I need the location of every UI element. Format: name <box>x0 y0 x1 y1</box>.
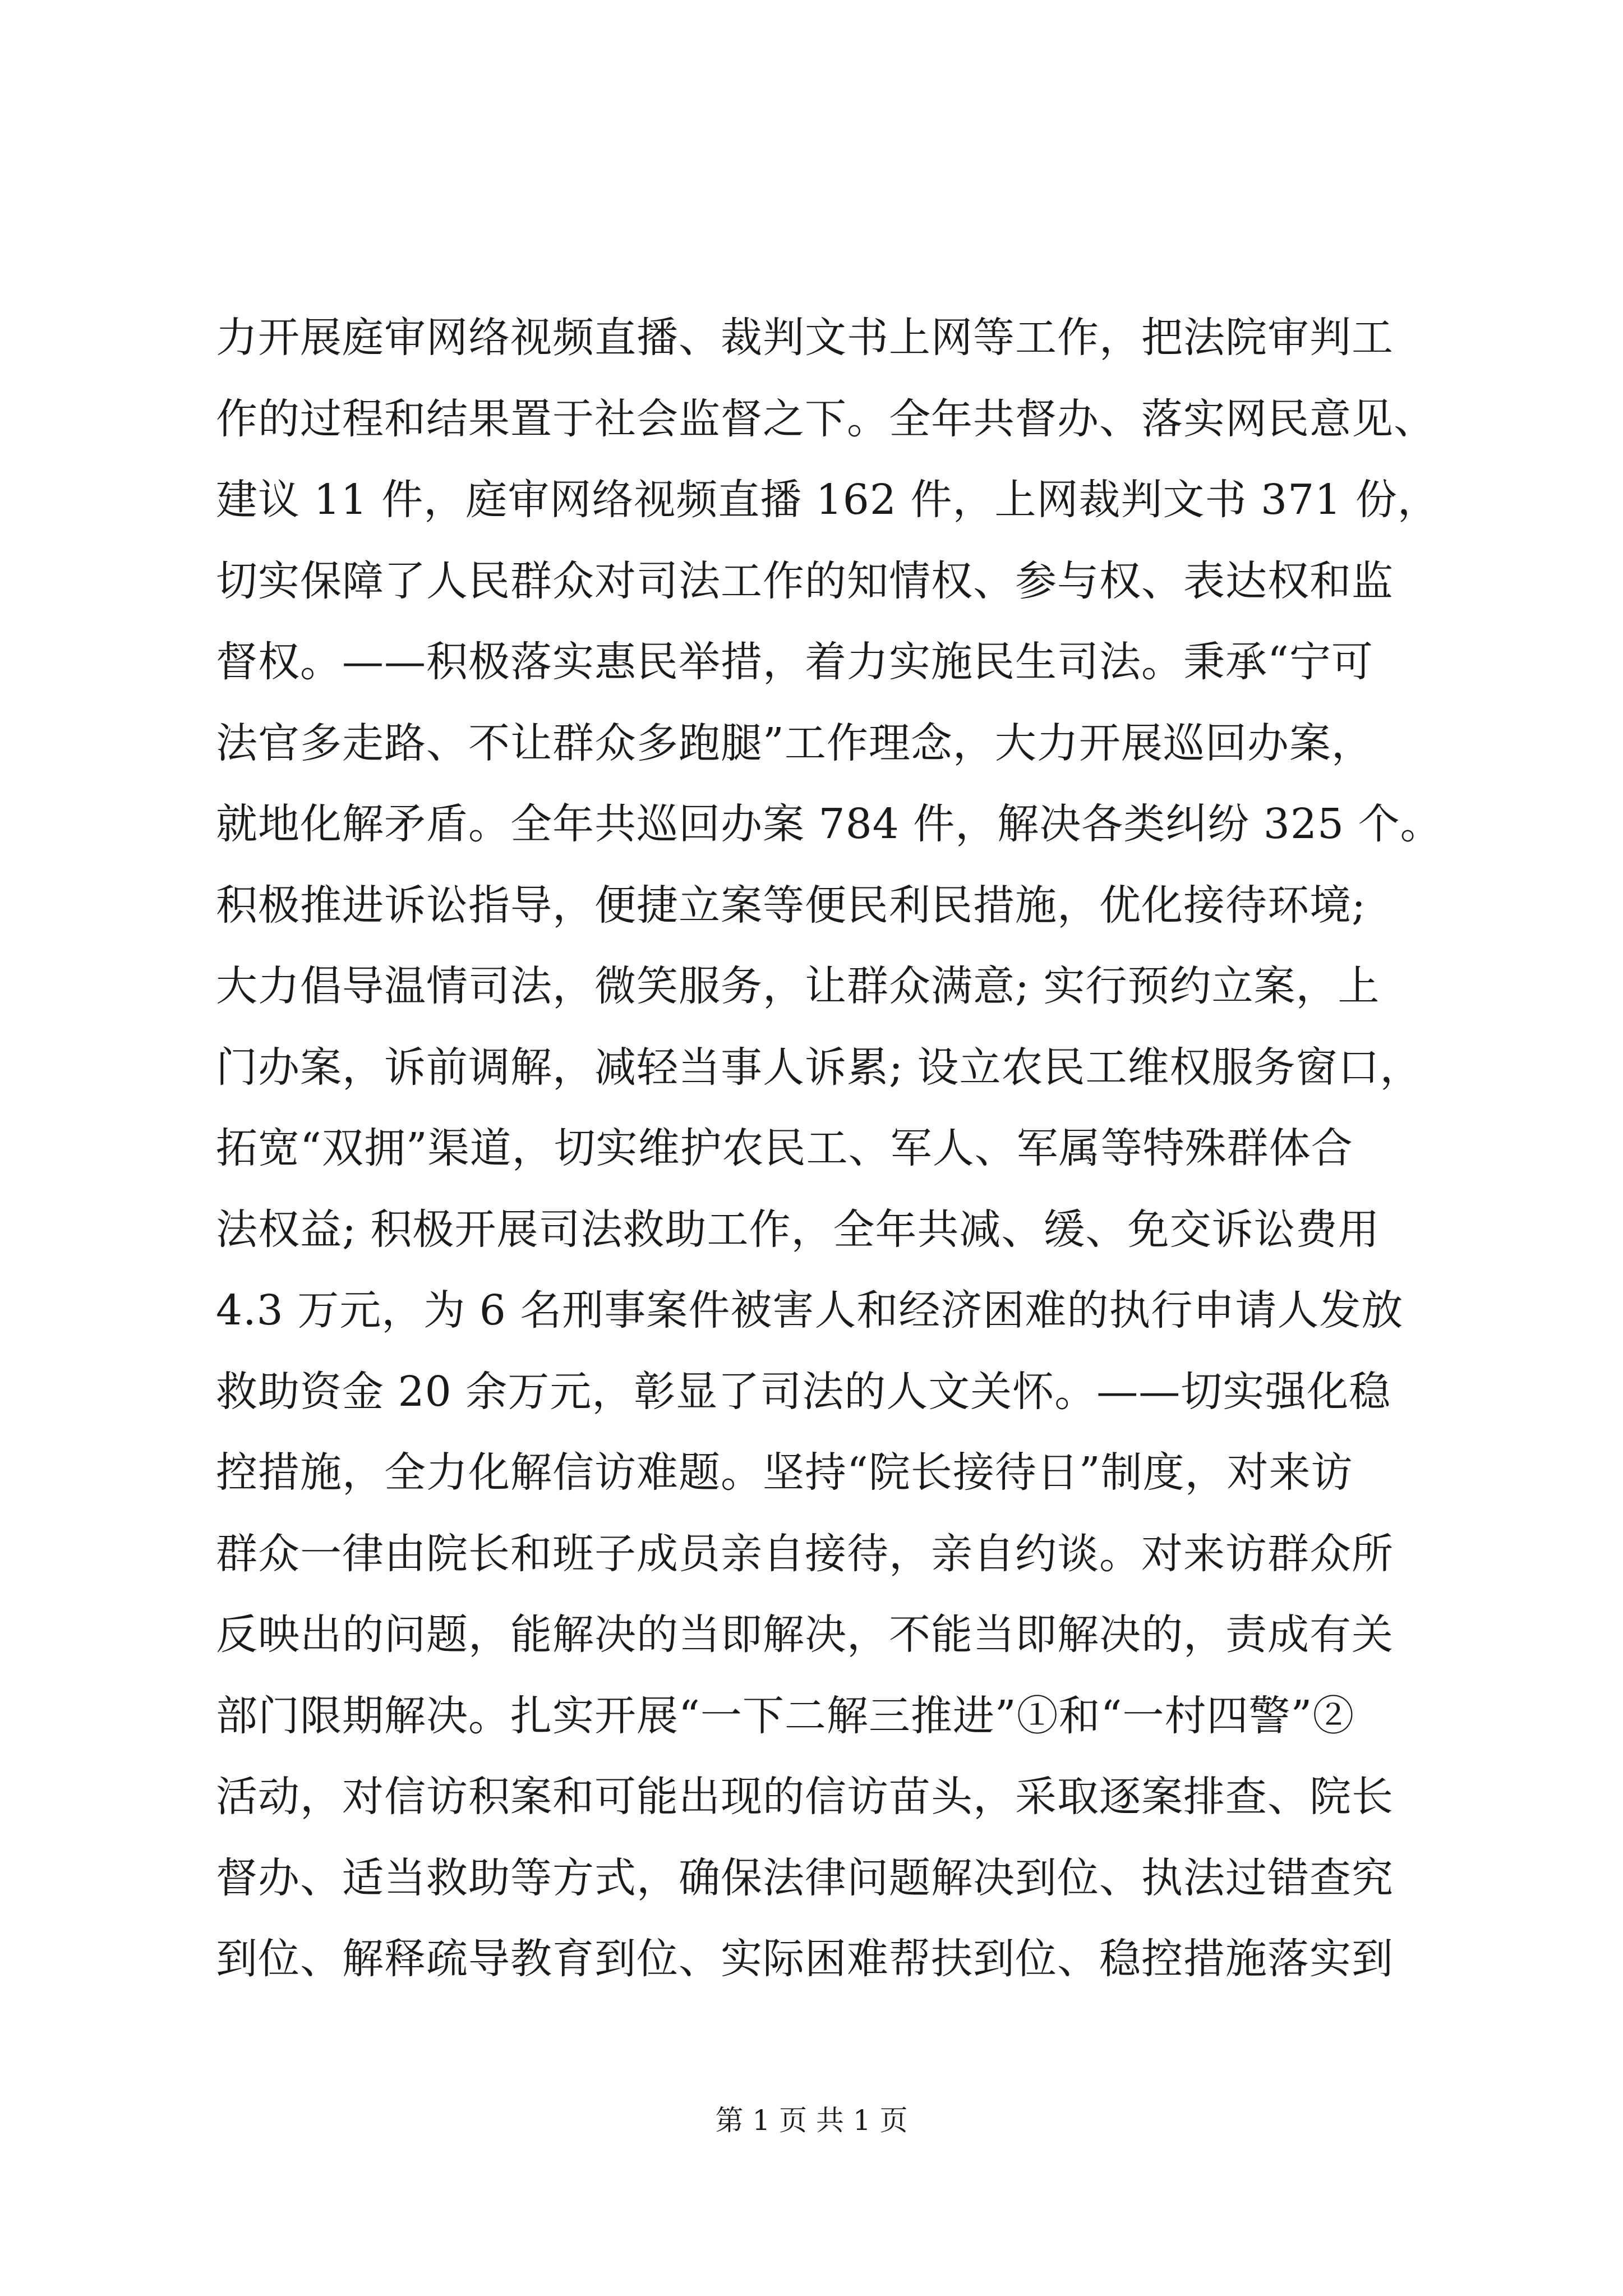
text-line: 救助资金 20 余万元，彰显了司法的人文关怀。——切实强化稳 <box>216 1367 1391 1416</box>
text-line: 督办、适当救助等方式，确保法律问题解决到位、执法过错查究 <box>216 1853 1394 1902</box>
body-text <box>216 297 1442 2000</box>
text-line: 建议 11 件，庭审网络视频直播 162 件，上网裁判文书 371 份， <box>216 476 1440 524</box>
text-line: 大力倡导温情司法，微笑服务，让群众满意; 实行预约立案，上 <box>216 962 1380 1010</box>
text-line: 群众一律由院长和班子成员亲自接待，亲自约谈。对来访群众所 <box>216 1529 1394 1578</box>
text-line: 力开展庭审网络视频直播、裁判文书上网等工作，把法院审判工 <box>216 314 1394 362</box>
text-line: 活动，对信访积案和可能出现的信访苗头，采取逐案排查、院长 <box>216 1773 1394 1821</box>
text-line: 法官多走路、不让群众多跑腿”工作理念，大力开展巡回办案， <box>216 719 1373 767</box>
text-line: 反映出的问题，能解决的当即解决，不能当即解决的，责成有关 <box>216 1611 1394 1659</box>
text-line: 法权益; 积极开展司法救助工作，全年共减、缓、免交诉讼费用 <box>216 1205 1380 1254</box>
text-line: 控措施，全力化解信访难题。坚持“院长接待日”制度，对来访 <box>216 1448 1353 1497</box>
text-line: 拓宽“双拥”渠道，切实维护农民工、军人、军属等特殊群体合 <box>216 1124 1353 1172</box>
text-line: 积极推进诉讼指导，便捷立案等便民利民措施，优化接待环境; <box>216 881 1366 930</box>
text-line: 作的过程和结果置于社会监督之下。全年共督办、落实网民意见、 <box>216 394 1436 443</box>
text-line: 4.3 万元，为 6 名刑事案件被害人和经济困难的执行申请人发放 <box>216 1286 1404 1335</box>
text-line: 到位、解释疏导教育到位、实际困难帮扶到位、稳控措施落实到 <box>216 1935 1394 1983</box>
text-line: 切实保障了人民群众对司法工作的知情权、参与权、表达权和监 <box>216 556 1394 605</box>
text-line: 部门限期解决。扎实开展“一下二解三推进”①和“一村四警”② <box>216 1691 1355 1740</box>
text-line: 门办案，诉前调解，减轻当事人诉累; 设立农民工维权服务窗口， <box>216 1043 1422 1092</box>
text-line: 就地化解矛盾。全年共巡回办案 784 件，解决各类纠纷 325 个。 <box>216 800 1442 848</box>
text-line: 督权。——积极落实惠民举措，着力实施民生司法。秉承“宁可 <box>216 638 1373 686</box>
page-number-label: 第 1 页 共 1 页 <box>715 2104 908 2137</box>
page-footer <box>0 2101 1623 2140</box>
